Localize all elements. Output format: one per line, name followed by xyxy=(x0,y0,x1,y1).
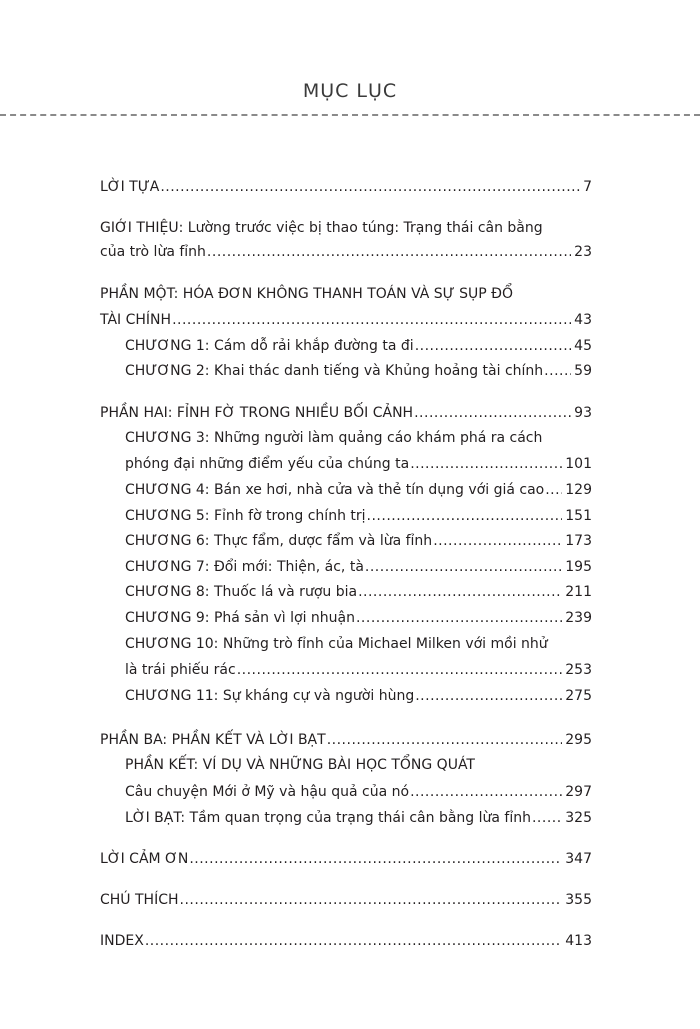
toc-page-number: 211 xyxy=(565,584,592,600)
toc-entry-title: TÀI CHÍNH xyxy=(100,312,172,328)
toc-entry-title: CHƯƠNG 1: Cám dỗ rải khắp đường ta đi xyxy=(125,338,414,354)
leader-dots xyxy=(545,480,562,500)
toc-entry xyxy=(125,480,592,500)
toc-page-number: 151 xyxy=(565,508,592,524)
toc-page-number: 101 xyxy=(565,456,592,472)
leader-dots xyxy=(356,608,562,628)
toc-entry xyxy=(125,557,592,577)
toc-entry-title: là trái phiếu rác xyxy=(125,662,236,678)
leader-dots xyxy=(145,931,562,951)
toc-entry-title: GIỚI THIỆU: Lường trước việc bị thao túng: Trạng thái cân bằng xyxy=(100,220,543,236)
toc-entry xyxy=(125,336,592,356)
toc-page-number: 253 xyxy=(565,662,592,678)
toc-entry-title: PHẦN BA: PHẦN KẾT VÀ LỜI BẠT xyxy=(100,732,326,748)
leader-dots xyxy=(367,506,563,526)
toc-entry xyxy=(125,782,592,802)
toc-page-number: 7 xyxy=(583,179,592,195)
leader-dots xyxy=(365,557,562,577)
leader-dots xyxy=(180,890,563,910)
toc-entry xyxy=(100,284,592,304)
leader-dots xyxy=(327,730,563,750)
toc-entry-title: INDEX xyxy=(100,933,144,949)
leader-dots xyxy=(160,177,580,197)
toc-entry-title: CHƯƠNG 3: Những người làm quảng cáo khám phá ra cách xyxy=(125,430,543,446)
toc-entry xyxy=(125,428,592,448)
toc-entry xyxy=(125,506,592,526)
toc-entry xyxy=(125,660,592,680)
leader-dots xyxy=(172,310,571,330)
toc-entry-title: CHƯƠNG 11: Sự kháng cự và người hùng xyxy=(125,688,415,704)
leader-dots xyxy=(532,808,562,828)
toc-entry-title: CHƯƠNG 7: Đổi mới: Thiện, ác, tà xyxy=(125,559,364,575)
dashed-divider xyxy=(0,114,700,116)
toc-entry-title: CHƯƠNG 5: Fỉnh fờ trong chính trị xyxy=(125,508,366,524)
toc-page-number: 413 xyxy=(565,933,592,949)
toc-entry-title: PHẦN HAI: FỈNH FỜ TRONG NHIỀU BỐI CẢNH xyxy=(100,405,414,421)
toc-entry xyxy=(125,582,592,602)
toc-entry xyxy=(100,218,592,238)
toc-entry xyxy=(100,403,592,423)
toc-entry xyxy=(125,755,592,775)
toc-entry xyxy=(100,890,592,910)
toc-page-number: 325 xyxy=(565,810,592,826)
toc-entry-title: CHƯƠNG 6: Thực fẩm, dược fẩm và lừa fỉnh xyxy=(125,533,433,549)
toc-page-number: 275 xyxy=(565,688,592,704)
leader-dots xyxy=(414,403,571,423)
toc-entry xyxy=(100,931,592,951)
toc-entry-title: CHÚ THÍCH xyxy=(100,892,179,908)
leader-dots xyxy=(189,849,562,869)
toc-entry-title: LỜI TỰA xyxy=(100,179,160,195)
toc-entry-title: của trò lừa fỉnh xyxy=(100,244,206,260)
toc-entry xyxy=(100,849,592,869)
leader-dots xyxy=(237,660,563,680)
toc-page-number: 45 xyxy=(574,338,592,354)
toc-page-number: 129 xyxy=(565,482,592,498)
toc-entry-title: Câu chuyện Mới ở Mỹ và hậu quả của nó xyxy=(125,784,410,800)
toc-page-number: 295 xyxy=(565,732,592,748)
leader-dots xyxy=(410,782,562,802)
toc-entry-title: CHƯƠNG 8: Thuốc lá và rượu bia xyxy=(125,584,358,600)
toc-page-number: 23 xyxy=(574,244,592,260)
toc-page-number: 93 xyxy=(574,405,592,421)
toc-page-number: 239 xyxy=(565,610,592,626)
leader-dots xyxy=(415,336,571,356)
toc-entry-title: LỜI CẢM ƠN xyxy=(100,851,189,867)
toc-page-number: 195 xyxy=(565,559,592,575)
leader-dots xyxy=(544,361,571,381)
toc-entry-title: CHƯƠNG 10: Những trò fỉnh của Michael Milken với mồi nhử xyxy=(125,636,548,652)
toc-entry-title: phóng đại những điểm yếu của chúng ta xyxy=(125,456,410,472)
toc-entry xyxy=(100,730,592,750)
toc-entry xyxy=(125,634,592,654)
toc-entry xyxy=(125,808,592,828)
toc-page-number: 59 xyxy=(574,363,592,379)
toc-entry xyxy=(125,608,592,628)
leader-dots xyxy=(207,242,571,262)
toc-entry-title: LỜI BẠT: Tầm quan trọng của trạng thái cân bằng lừa fỉnh xyxy=(125,810,531,826)
toc-entry xyxy=(125,531,592,551)
leader-dots xyxy=(415,686,562,706)
toc-page-number: 297 xyxy=(565,784,592,800)
toc-page-number: 347 xyxy=(565,851,592,867)
page-title: MỤC LỤC xyxy=(302,80,398,102)
toc-entry xyxy=(100,310,592,330)
toc-entry-title: CHƯƠNG 9: Phá sản vì lợi nhuận xyxy=(125,610,355,626)
toc-entry xyxy=(100,242,592,262)
toc-page-number: 43 xyxy=(574,312,592,328)
toc-page-number: 173 xyxy=(565,533,592,549)
toc-entry xyxy=(100,177,592,197)
toc-entry-title: PHẦN MỘT: HÓA ĐƠN KHÔNG THANH TOÁN VÀ SỰ SỤP ĐỔ xyxy=(100,286,514,302)
leader-dots xyxy=(410,454,562,474)
toc-entry xyxy=(125,686,592,706)
leader-dots xyxy=(358,582,562,602)
toc-entry-title: CHƯƠNG 2: Khai thác danh tiếng và Khủng hoảng tài chính xyxy=(125,363,544,379)
toc-entry xyxy=(125,454,592,474)
leader-dots xyxy=(433,531,562,551)
toc-entry xyxy=(125,361,592,381)
toc-entry-title: CHƯƠNG 4: Bán xe hơi, nhà cửa và thẻ tín dụng với giá cao xyxy=(125,482,545,498)
toc-page-number: 355 xyxy=(565,892,592,908)
toc-entry-title: PHẦN KẾT: VÍ DỤ VÀ NHỮNG BÀI HỌC TỔNG QUÁT xyxy=(125,757,475,773)
